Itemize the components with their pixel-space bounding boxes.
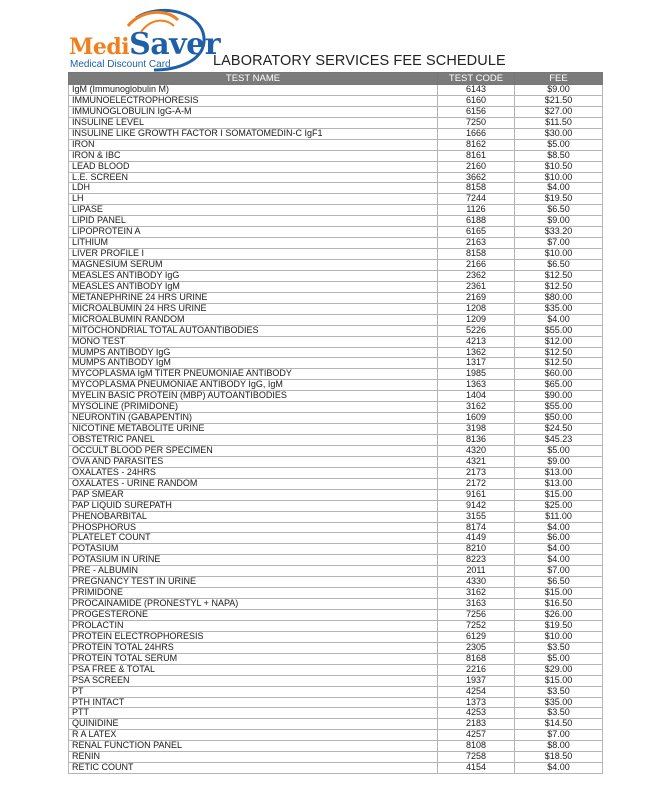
test-name-cell: NEURONTIN (GABAPENTIN): [69, 413, 438, 424]
fee-cell: $11.50: [515, 117, 603, 128]
fee-cell: $25.00: [515, 500, 603, 511]
fee-cell: $30.00: [515, 128, 603, 139]
table-row: [69, 675, 603, 686]
test-code-cell: 3662: [438, 172, 515, 183]
table-row: [69, 620, 603, 631]
table-row: [69, 216, 603, 227]
table-row: [69, 522, 603, 533]
table-row: [69, 642, 603, 653]
fee-cell: $5.00: [515, 445, 603, 456]
test-name-cell: PROTEIN TOTAL SERUM: [69, 653, 438, 664]
table-row: [69, 413, 603, 424]
test-code-cell: 2305: [438, 642, 515, 653]
fee-cell: $13.00: [515, 478, 603, 489]
table-row: [69, 566, 603, 577]
table-row: [69, 95, 603, 106]
fee-cell: $3.50: [515, 642, 603, 653]
column-header-test-code: TEST CODE: [438, 73, 515, 85]
test-name-cell: RENAL FUNCTION PANEL: [69, 741, 438, 752]
table-row: [69, 270, 603, 281]
fee-cell: $29.00: [515, 664, 603, 675]
fee-cell: $19.50: [515, 620, 603, 631]
fee-cell: $55.00: [515, 325, 603, 336]
test-name-cell: MUMPS ANTIBODY IgG: [69, 347, 438, 358]
fee-cell: $6.50: [515, 577, 603, 588]
table-row: [69, 544, 603, 555]
test-code-cell: 6143: [438, 85, 515, 96]
test-code-cell: 4253: [438, 708, 515, 719]
test-name-cell: PROTEIN TOTAL 24HRS: [69, 642, 438, 653]
fee-cell: $10.00: [515, 631, 603, 642]
test-code-cell: 4330: [438, 577, 515, 588]
fee-cell: $7.00: [515, 238, 603, 249]
test-name-cell: MEASLES ANTIBODY IgG: [69, 270, 438, 281]
test-code-cell: 8158: [438, 249, 515, 260]
fee-cell: $60.00: [515, 369, 603, 380]
column-header-fee: FEE: [515, 73, 603, 85]
test-code-cell: 8174: [438, 522, 515, 533]
table-row: [69, 456, 603, 467]
test-name-cell: PRE - ALBUMIN: [69, 566, 438, 577]
table-row: [69, 424, 603, 435]
test-name-cell: IMMUNOELECTROPHORESIS: [69, 95, 438, 106]
table-row: [69, 533, 603, 544]
table-row: [69, 303, 603, 314]
fee-cell: $14.50: [515, 719, 603, 730]
test-name-cell: LIPASE: [69, 205, 438, 216]
table-row: [69, 183, 603, 194]
fee-cell: $50.00: [515, 413, 603, 424]
test-code-cell: 4320: [438, 445, 515, 456]
test-code-cell: 8161: [438, 150, 515, 161]
test-name-cell: PRIMIDONE: [69, 588, 438, 599]
table-row: [69, 227, 603, 238]
test-code-cell: 2362: [438, 270, 515, 281]
table-row: [69, 467, 603, 478]
test-code-cell: 8136: [438, 435, 515, 446]
fee-cell: $8.00: [515, 741, 603, 752]
test-code-cell: 4213: [438, 336, 515, 347]
fee-schedule-table: [68, 72, 603, 774]
table-row: [69, 588, 603, 599]
test-name-cell: MONO TEST: [69, 336, 438, 347]
test-code-cell: 8162: [438, 139, 515, 150]
test-code-cell: 1363: [438, 380, 515, 391]
fee-cell: $3.50: [515, 708, 603, 719]
test-code-cell: 2172: [438, 478, 515, 489]
fee-cell: $21.50: [515, 95, 603, 106]
test-code-cell: 2173: [438, 467, 515, 478]
table-row: [69, 380, 603, 391]
table-row: [69, 555, 603, 566]
test-name-cell: PAP LIQUID SUREPATH: [69, 500, 438, 511]
test-code-cell: 2361: [438, 281, 515, 292]
fee-cell: $15.00: [515, 489, 603, 500]
test-name-cell: QUINIDINE: [69, 719, 438, 730]
table-row: [69, 708, 603, 719]
table-row: [69, 325, 603, 336]
test-code-cell: 4149: [438, 533, 515, 544]
test-name-cell: LIVER PROFILE I: [69, 249, 438, 260]
test-name-cell: PTH INTACT: [69, 697, 438, 708]
test-name-cell: LDH: [69, 183, 438, 194]
test-name-cell: IRON & IBC: [69, 150, 438, 161]
fee-cell: $6.50: [515, 260, 603, 271]
fee-cell: $4.00: [515, 763, 603, 774]
test-name-cell: PROGESTERONE: [69, 610, 438, 621]
test-code-cell: 2216: [438, 664, 515, 675]
test-name-cell: PLATELET COUNT: [69, 533, 438, 544]
table-row: [69, 445, 603, 456]
test-code-cell: 6129: [438, 631, 515, 642]
fee-cell: $13.00: [515, 467, 603, 478]
test-code-cell: 4257: [438, 730, 515, 741]
table-row: [69, 489, 603, 500]
test-code-cell: 7256: [438, 610, 515, 621]
test-name-cell: MYELIN BASIC PROTEIN (MBP) AUTOANTIBODIES: [69, 391, 438, 402]
fee-cell: $3.50: [515, 686, 603, 697]
test-code-cell: 2160: [438, 161, 515, 172]
test-code-cell: 3162: [438, 588, 515, 599]
test-name-cell: LH: [69, 194, 438, 205]
test-name-cell: MICROALBUMIN RANDOM: [69, 314, 438, 325]
test-name-cell: R A LATEX: [69, 730, 438, 741]
test-code-cell: 1317: [438, 358, 515, 369]
fee-cell: $12.50: [515, 347, 603, 358]
fee-cell: $12.00: [515, 336, 603, 347]
table-row: [69, 369, 603, 380]
fee-cell: $35.00: [515, 697, 603, 708]
test-name-cell: MYCOPLASMA IgM TITER PNEUMONIAE ANTIBODY: [69, 369, 438, 380]
medisaver-logo: [66, 4, 221, 72]
test-name-cell: LIPID PANEL: [69, 216, 438, 227]
fee-cell: $9.00: [515, 85, 603, 96]
fee-cell: $4.00: [515, 555, 603, 566]
test-code-cell: 5226: [438, 325, 515, 336]
fee-cell: $45.23: [515, 435, 603, 446]
fee-cell: $33.20: [515, 227, 603, 238]
test-name-cell: PSA FREE & TOTAL: [69, 664, 438, 675]
fee-cell: $4.00: [515, 522, 603, 533]
test-code-cell: 2169: [438, 292, 515, 303]
test-code-cell: 7258: [438, 752, 515, 763]
test-code-cell: 8168: [438, 653, 515, 664]
test-code-cell: 2183: [438, 719, 515, 730]
table-row: [69, 664, 603, 675]
test-code-cell: 8210: [438, 544, 515, 555]
test-code-cell: 7252: [438, 620, 515, 631]
fee-cell: $55.00: [515, 402, 603, 413]
test-name-cell: L.E. SCREEN: [69, 172, 438, 183]
test-code-cell: 8223: [438, 555, 515, 566]
fee-cell: $35.00: [515, 303, 603, 314]
table-row: [69, 314, 603, 325]
test-code-cell: 8158: [438, 183, 515, 194]
page-title: LABORATORY SERVICES FEE SCHEDULE: [213, 53, 506, 69]
fee-cell: $15.00: [515, 675, 603, 686]
table-row: [69, 719, 603, 730]
table-row: [69, 139, 603, 150]
table-row: [69, 106, 603, 117]
fee-cell: $7.00: [515, 730, 603, 741]
fee-cell: $4.00: [515, 544, 603, 555]
fee-cell: $5.00: [515, 653, 603, 664]
table-row: [69, 686, 603, 697]
test-name-cell: IMMUNOGLOBULIN IgG-A-M: [69, 106, 438, 117]
test-name-cell: PAP SMEAR: [69, 489, 438, 500]
test-name-cell: PSA SCREEN: [69, 675, 438, 686]
table-row: [69, 610, 603, 621]
test-code-cell: 4321: [438, 456, 515, 467]
fee-cell: $24.50: [515, 424, 603, 435]
table-header-row: [69, 73, 603, 85]
fee-cell: $27.00: [515, 106, 603, 117]
table-row: [69, 117, 603, 128]
logo-tagline: Medical Discount Card: [70, 59, 171, 70]
table-row: [69, 194, 603, 205]
test-name-cell: METANEPHRINE 24 HRS URINE: [69, 292, 438, 303]
test-name-cell: PTT: [69, 708, 438, 719]
fee-cell: $15.00: [515, 588, 603, 599]
test-name-cell: PHENOBARBITAL: [69, 511, 438, 522]
fee-cell: $9.00: [515, 456, 603, 467]
test-code-cell: 6188: [438, 216, 515, 227]
test-code-cell: 1362: [438, 347, 515, 358]
test-code-cell: 3155: [438, 511, 515, 522]
table-row: [69, 653, 603, 664]
table-row: [69, 730, 603, 741]
table-row: [69, 172, 603, 183]
table-row: [69, 741, 603, 752]
table-row: [69, 161, 603, 172]
fee-cell: $65.00: [515, 380, 603, 391]
table-row: [69, 281, 603, 292]
test-code-cell: 7250: [438, 117, 515, 128]
test-name-cell: RETIC COUNT: [69, 763, 438, 774]
fee-cell: $90.00: [515, 391, 603, 402]
test-name-cell: INSULINE LEVEL: [69, 117, 438, 128]
test-code-cell: 2166: [438, 260, 515, 271]
fee-cell: $80.00: [515, 292, 603, 303]
test-code-cell: 1666: [438, 128, 515, 139]
test-name-cell: MEASLES ANTIBODY IgM: [69, 281, 438, 292]
test-code-cell: 9161: [438, 489, 515, 500]
table-row: [69, 697, 603, 708]
table-row: [69, 85, 603, 96]
fee-cell: $26.00: [515, 610, 603, 621]
test-name-cell: MICROALBUMIN 24 HRS URINE: [69, 303, 438, 314]
test-name-cell: OVA AND PARASITES: [69, 456, 438, 467]
test-code-cell: 1208: [438, 303, 515, 314]
test-code-cell: 1209: [438, 314, 515, 325]
fee-cell: $12.50: [515, 358, 603, 369]
test-code-cell: 4254: [438, 686, 515, 697]
table-row: [69, 391, 603, 402]
test-name-cell: PT: [69, 686, 438, 697]
test-code-cell: 4154: [438, 763, 515, 774]
test-name-cell: MAGNESIUM SERUM: [69, 260, 438, 271]
test-code-cell: 1404: [438, 391, 515, 402]
test-name-cell: IgM (Immunoglobulin M): [69, 85, 438, 96]
fee-cell: $16.50: [515, 599, 603, 610]
fee-cell: $19.50: [515, 194, 603, 205]
test-name-cell: LITHIUM: [69, 238, 438, 249]
table-row: [69, 599, 603, 610]
table-row: [69, 249, 603, 260]
fee-cell: $6.50: [515, 205, 603, 216]
fee-cell: $12.50: [515, 270, 603, 281]
table-row: [69, 128, 603, 139]
table-row: [69, 347, 603, 358]
test-name-cell: RENIN: [69, 752, 438, 763]
test-code-cell: 1373: [438, 697, 515, 708]
table-row: [69, 435, 603, 446]
fee-cell: $10.00: [515, 172, 603, 183]
test-name-cell: OXALATES - 24HRS: [69, 467, 438, 478]
test-code-cell: 1985: [438, 369, 515, 380]
test-code-cell: 3162: [438, 402, 515, 413]
test-name-cell: PHOSPHORUS: [69, 522, 438, 533]
test-code-cell: 1609: [438, 413, 515, 424]
test-code-cell: 3198: [438, 424, 515, 435]
test-name-cell: OXALATES - URINE RANDOM: [69, 478, 438, 489]
test-name-cell: NICOTINE METABOLITE URINE: [69, 424, 438, 435]
test-code-cell: 6165: [438, 227, 515, 238]
test-name-cell: LIPOPROTEIN A: [69, 227, 438, 238]
fee-cell: $11.00: [515, 511, 603, 522]
test-name-cell: OBSTETRIC PANEL: [69, 435, 438, 446]
fee-cell: $4.00: [515, 314, 603, 325]
table-row: [69, 336, 603, 347]
test-name-cell: INSULINE LIKE GROWTH FACTOR I SOMATOMEDIN-C IgF1: [69, 128, 438, 139]
test-code-cell: 3163: [438, 599, 515, 610]
table-row: [69, 511, 603, 522]
test-name-cell: PROCAINAMIDE (PRONESTYL + NAPA): [69, 599, 438, 610]
fee-cell: $5.00: [515, 139, 603, 150]
test-code-cell: 2163: [438, 238, 515, 249]
fee-cell: $12.50: [515, 281, 603, 292]
test-code-cell: 6156: [438, 106, 515, 117]
table-row: [69, 260, 603, 271]
fee-cell: $7.00: [515, 566, 603, 577]
table-row: [69, 292, 603, 303]
fee-cell: $18.50: [515, 752, 603, 763]
test-name-cell: PROLACTIN: [69, 620, 438, 631]
test-code-cell: 2011: [438, 566, 515, 577]
table-row: [69, 402, 603, 413]
test-name-cell: MYSOLINE (PRIMIDONE): [69, 402, 438, 413]
table-row: [69, 763, 603, 774]
column-header-test-name: TEST NAME: [69, 73, 438, 85]
test-name-cell: MITOCHONDRIAL TOTAL AUTOANTIBODIES: [69, 325, 438, 336]
test-name-cell: PREGNANCY TEST IN URINE: [69, 577, 438, 588]
table-row: [69, 150, 603, 161]
test-code-cell: 1126: [438, 205, 515, 216]
fee-cell: $10.00: [515, 249, 603, 260]
test-name-cell: MUMPS ANTIBODY IgM: [69, 358, 438, 369]
test-name-cell: LEAD BLOOD: [69, 161, 438, 172]
test-name-cell: PROTEIN ELECTROPHORESIS: [69, 631, 438, 642]
table-row: [69, 752, 603, 763]
test-name-cell: POTASIUM: [69, 544, 438, 555]
table-row: [69, 577, 603, 588]
table-row: [69, 478, 603, 489]
logo-wordmark: MediSaver: [69, 27, 221, 62]
test-name-cell: MYCOPLASMA PNEUMONIAE ANTIBODY IgG, IgM: [69, 380, 438, 391]
test-code-cell: 9142: [438, 500, 515, 511]
fee-cell: $4.00: [515, 183, 603, 194]
test-code-cell: 8108: [438, 741, 515, 752]
test-code-cell: 1937: [438, 675, 515, 686]
table-row: [69, 238, 603, 249]
test-name-cell: POTASIUM IN URINE: [69, 555, 438, 566]
fee-cell: $6.00: [515, 533, 603, 544]
table-row: [69, 205, 603, 216]
table-row: [69, 500, 603, 511]
test-name-cell: IRON: [69, 139, 438, 150]
table-row: [69, 631, 603, 642]
test-name-cell: OCCULT BLOOD PER SPECIMEN: [69, 445, 438, 456]
test-code-cell: 7244: [438, 194, 515, 205]
table-row: [69, 358, 603, 369]
fee-cell: $8.50: [515, 150, 603, 161]
fee-cell: $10.50: [515, 161, 603, 172]
test-code-cell: 6160: [438, 95, 515, 106]
fee-cell: $9.00: [515, 216, 603, 227]
